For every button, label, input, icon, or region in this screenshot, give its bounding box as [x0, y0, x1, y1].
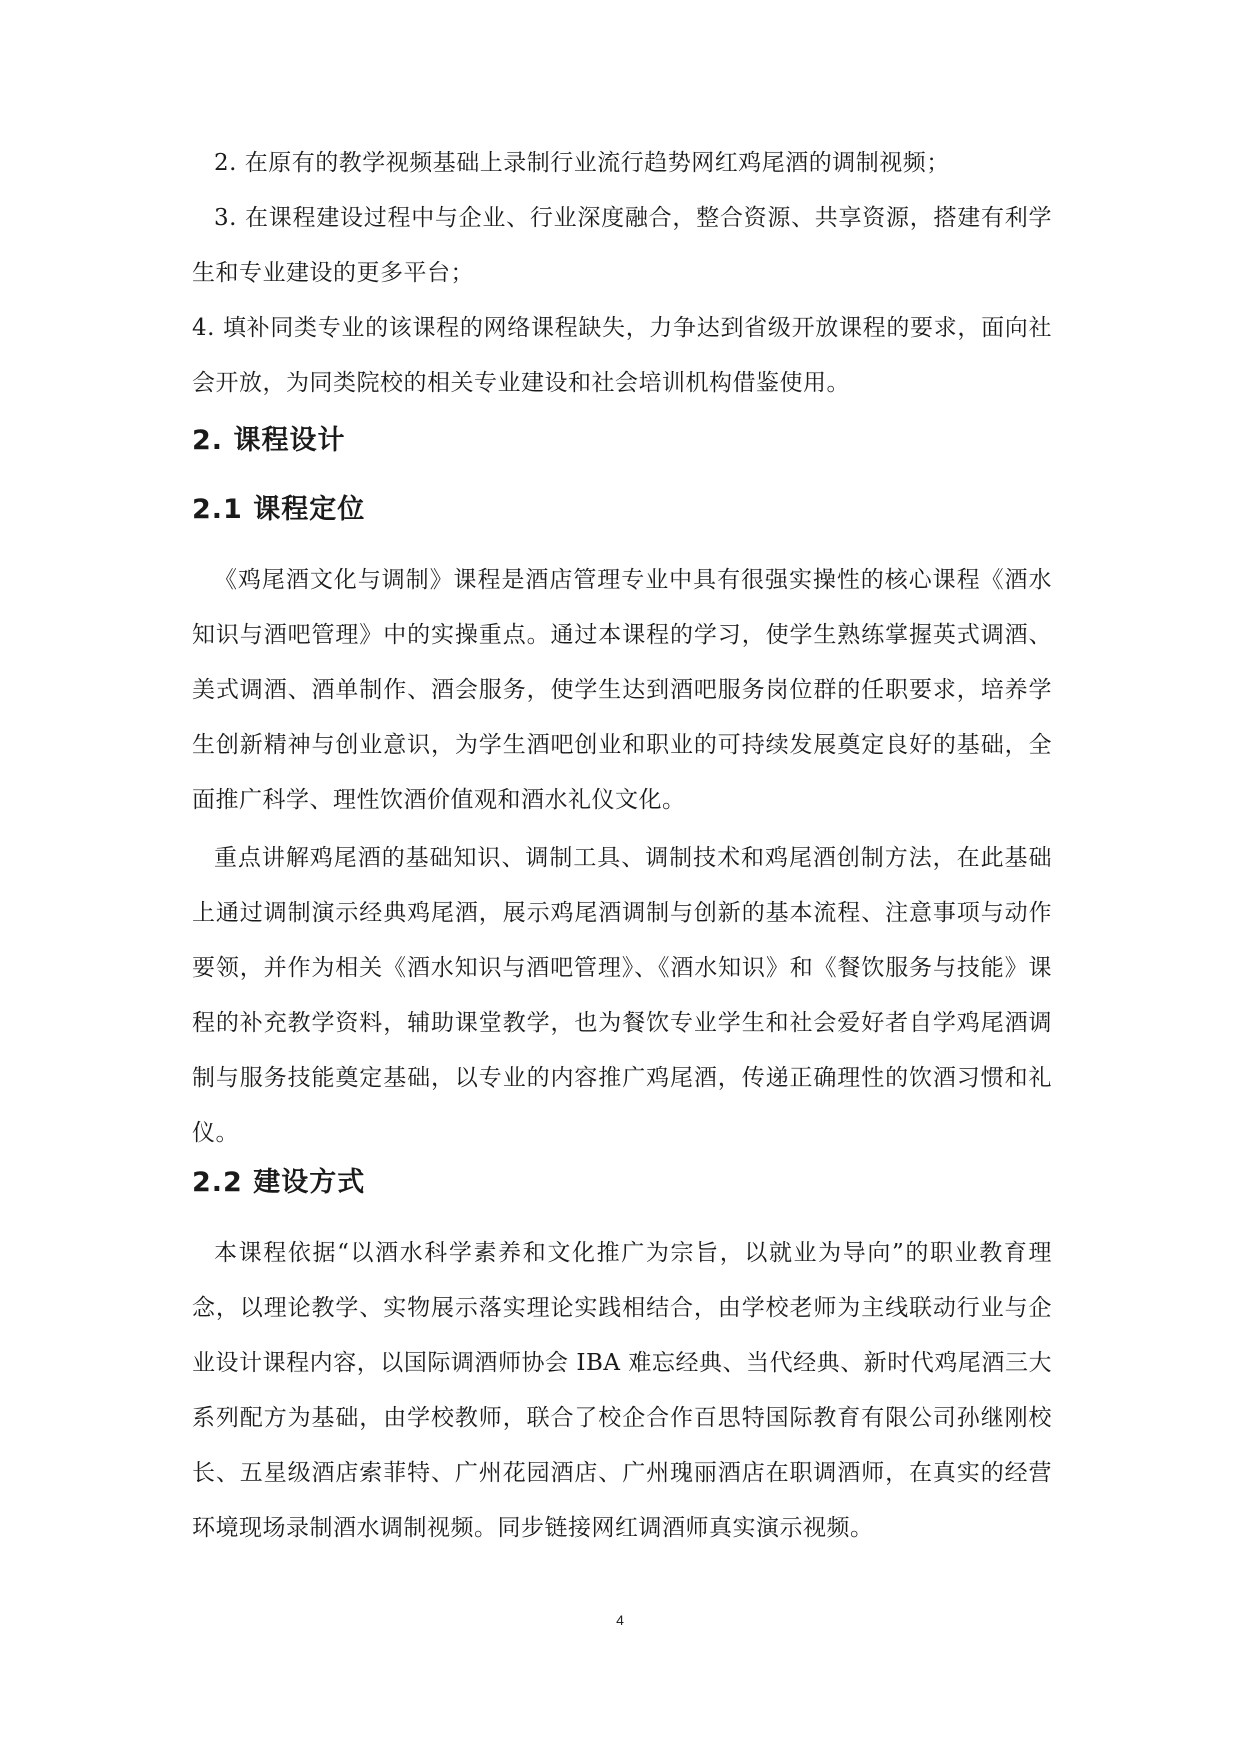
page-number: 4 — [616, 1612, 624, 1628]
paragraph-positioning-2: 重点讲解鸡尾酒的基础知识、调制工具、调制技术和鸡尾酒创制方法，在此基础上通过调制演示经典鸡尾酒，展示鸡尾酒调制与创新的基本流程、注意事项与动作要领，并作为相关《酒水知识与酒吧管理》、《酒水知识》和《餐饮服务与技能》课程的补充教学资料，辅助课堂教学，也为餐饮专业学生和社会爱好者自学鸡尾酒调制与服务技能奠定基础，以专业的内容推广鸡尾酒，传递正确理性的饮酒习惯和礼仪。 — [192, 845, 1052, 1146]
paragraph-construction-1: 本课程依据“以酒水科学素养和文化推广为宗旨，以就业为导向”的职业教育理念，以理论教学、实物展示落实理论实践相结合，由学校老师为主线联动行业与企业设计课程内容，以国际调酒师协会 IBA 难忘经典、当代经典、新时代鸡尾酒三大系列配方为基础，由学校教师，联合了校企合作百思特国际教育有限公司孙继刚校长、五星级酒店索菲特、广州花园酒店、广州瑰丽酒店在职调酒师，在真实的经营环境现场录制酒水调制视频。同步链接网红调酒师真实演示视频。 — [192, 1240, 1052, 1541]
subsection-title-construction: 2.2 建设方式 — [192, 1167, 366, 1198]
section-title: 2. 课程设计 — [192, 425, 346, 456]
list-item-4: 4. 填补同类专业的该课程的网络课程缺失，力争达到省级开放课程的要求，面向社会开放，为同类院校的相关专业建设和社会培训机构借鉴使用。 — [192, 315, 1052, 396]
list-item-2: 2. 在原有的教学视频基础上录制行业流行趋势网红鸡尾酒的调制视频； — [214, 150, 950, 176]
list-item-3: 3. 在课程建设过程中与企业、行业深度融合，整合资源、共享资源，搭建有利学生和专业建设的更多平台； — [192, 205, 1052, 286]
subsection-title-positioning: 2.1 课程定位 — [192, 494, 366, 525]
paragraph-positioning-1: 《鸡尾酒文化与调制》课程是酒店管理专业中具有很强实操性的核心课程《酒水知识与酒吧管理》中的实操重点。通过本课程的学习，使学生熟练掌握英式调酒、美式调酒、酒单制作、酒会服务，使学生达到酒吧服务岗位群的任职要求，培养学生创新精神与创业意识，为学生酒吧创业和职业的可持续发展奠定良好的基础，全面推广科学、理性饮酒价值观和酒水礼仪文化。 — [192, 567, 1052, 813]
